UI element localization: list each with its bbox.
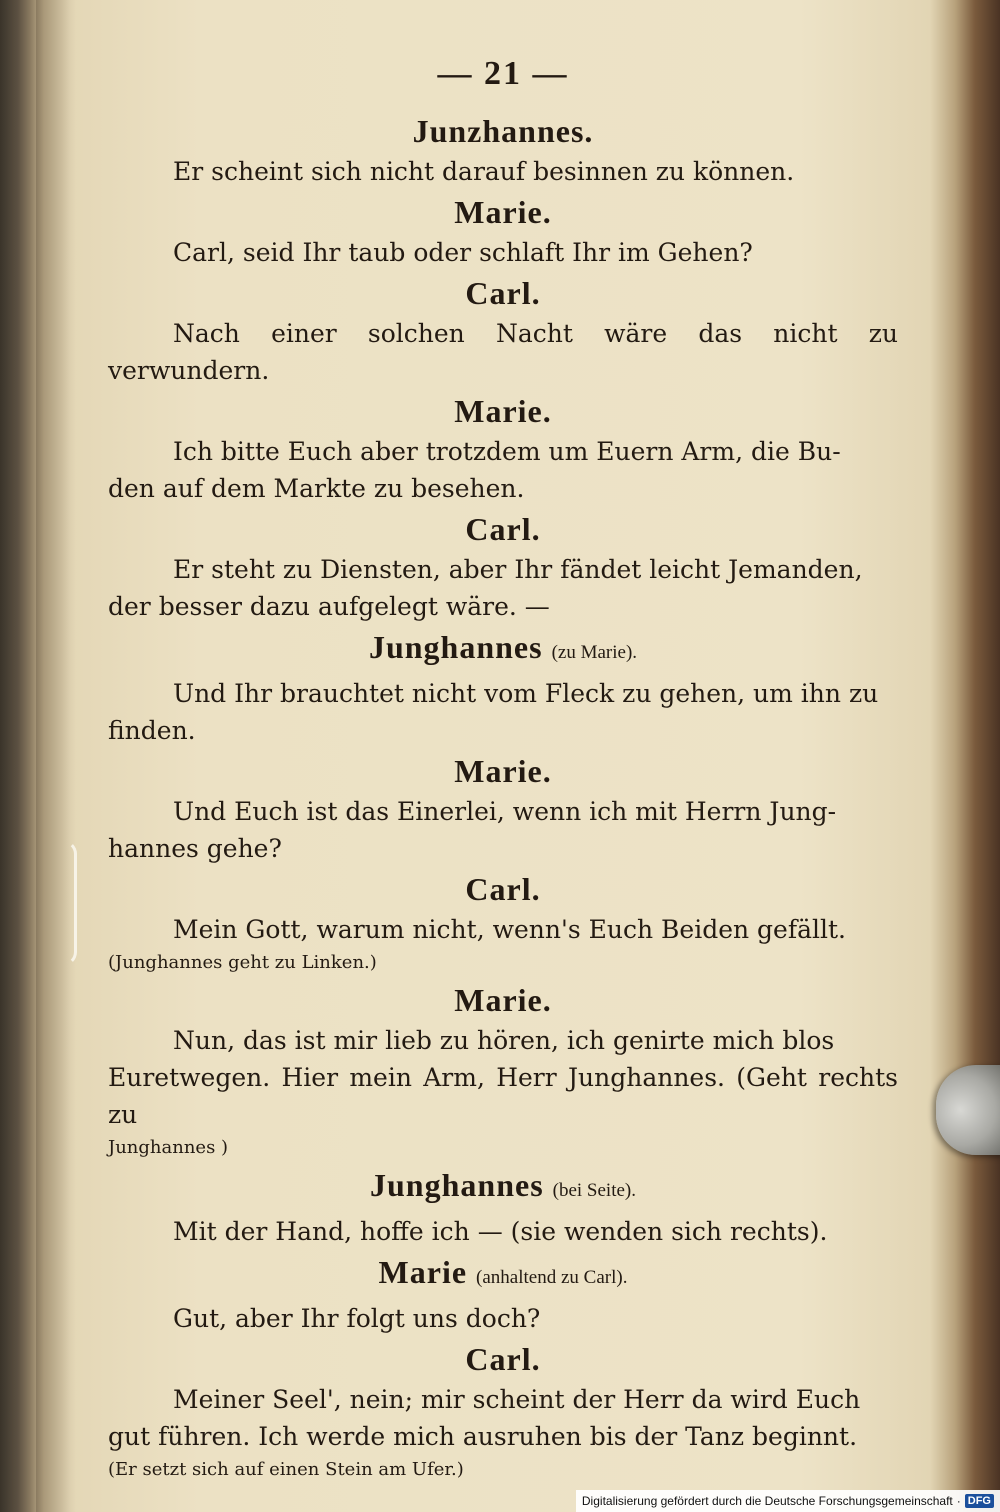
- speaker-heading: [108, 867, 898, 911]
- stage-direction-inline: (anhaltend zu Carl).: [476, 1267, 628, 1288]
- dialogue-body: [108, 109, 898, 1485]
- speaker-name: Junghannes: [370, 1167, 544, 1203]
- dialogue-line: Gut, aber Ihr folgt uns doch?: [173, 1304, 541, 1333]
- dialogue-line: Und Ihr brauchtet nicht vom Fleck zu gehen, um ihn zu: [173, 679, 879, 708]
- dialogue-line: Und Euch ist das Einerlei, wenn ich mit Herrn Jung-: [173, 797, 837, 826]
- binding-thread: [44, 840, 77, 966]
- dialogue-line: der besser dazu aufgelegt wäre. —: [108, 592, 550, 621]
- dialogue-line: Meiner Seel', nein; mir scheint der Herr da wird Euch: [173, 1385, 861, 1414]
- dialogue-line: Er steht zu Diensten, aber Ihr fändet leicht Jemanden,: [173, 555, 863, 584]
- speaker-heading: [108, 507, 898, 551]
- dialogue-line: Nun, das ist mir lieb zu hören, ich genirte mich blos: [173, 1026, 835, 1055]
- dialogue-line: Mit der Hand, hoffe ich — (sie wenden sich rechts).: [173, 1217, 828, 1246]
- stage-direction: (Er setzt sich auf einen Stein am Ufer.): [108, 1459, 464, 1480]
- digitization-credit-bar: [576, 1490, 1000, 1512]
- dialogue-line: Mein Gott, warum nicht, wenn's Euch Beiden gefällt.: [173, 915, 846, 944]
- stage-direction: Junghannes ): [108, 1137, 229, 1158]
- speaker-name: Carl.: [465, 1341, 541, 1377]
- dialogue-line: Ich bitte Euch aber trotzdem um Euern Arm, die Bu-: [173, 437, 841, 466]
- dialogue-line: Er scheint sich nicht darauf besinnen zu können.: [173, 157, 795, 186]
- speaker-heading: [108, 1337, 898, 1381]
- speaker-name: Junzhannes.: [412, 113, 594, 149]
- dialogue-line: Euretwegen. Hier mein Arm, Herr Junghannes. (Geht rechts zu: [108, 1063, 898, 1129]
- speaker-name: Carl.: [465, 871, 541, 907]
- speaker-name: Marie: [378, 1254, 468, 1290]
- dialogue-line: gut führen. Ich werde mich ausruhen bis der Tanz beginnt.: [108, 1422, 858, 1451]
- speaker-heading: [108, 1250, 898, 1300]
- dialogue-line: den auf dem Markte zu besehen.: [108, 474, 525, 503]
- dialogue-line: Nach einer solchen Nacht wäre das nicht zu verwundern.: [108, 319, 898, 385]
- dialogue-line: Carl, seid Ihr taub oder schlaft Ihr im Gehen?: [173, 238, 753, 267]
- speaker-name: Carl.: [465, 275, 541, 311]
- speaker-name: Marie.: [454, 393, 552, 429]
- speaker-heading: [108, 1163, 898, 1213]
- speaker-name: Marie.: [454, 753, 552, 789]
- speaker-name: Marie.: [454, 194, 552, 230]
- stage-direction: (Junghannes geht zu Linken.): [108, 952, 377, 973]
- dialogue-line: finden.: [108, 716, 196, 745]
- dfg-logo-icon: DFG: [965, 1494, 994, 1508]
- speaker-heading: [108, 978, 898, 1022]
- dialogue-line: hannes gehe?: [108, 834, 282, 863]
- speaker-heading: [108, 109, 898, 153]
- page-text: [108, 55, 898, 1485]
- speaker-heading: [108, 389, 898, 433]
- page-number: — 21 —: [437, 55, 569, 92]
- page-clip: [936, 1065, 1000, 1155]
- stage-direction-inline: (bei Seite).: [552, 1180, 636, 1201]
- speaker-name: Carl.: [465, 511, 541, 547]
- speaker-name: Junghannes: [368, 629, 543, 665]
- separator-dot: ·: [956, 1494, 961, 1508]
- stage-direction-inline: (zu Marie).: [551, 642, 638, 663]
- book-binding-shadow: [36, 0, 76, 1512]
- digitization-credit-text: Digitalisierung gefördert durch die Deutsche Forschungsgemeinschaft: [581, 1494, 953, 1508]
- speaker-name: Marie.: [454, 982, 552, 1018]
- speaker-heading: [108, 190, 898, 234]
- speaker-heading: [108, 749, 898, 793]
- speaker-heading: [108, 271, 898, 315]
- speaker-heading: [108, 625, 898, 675]
